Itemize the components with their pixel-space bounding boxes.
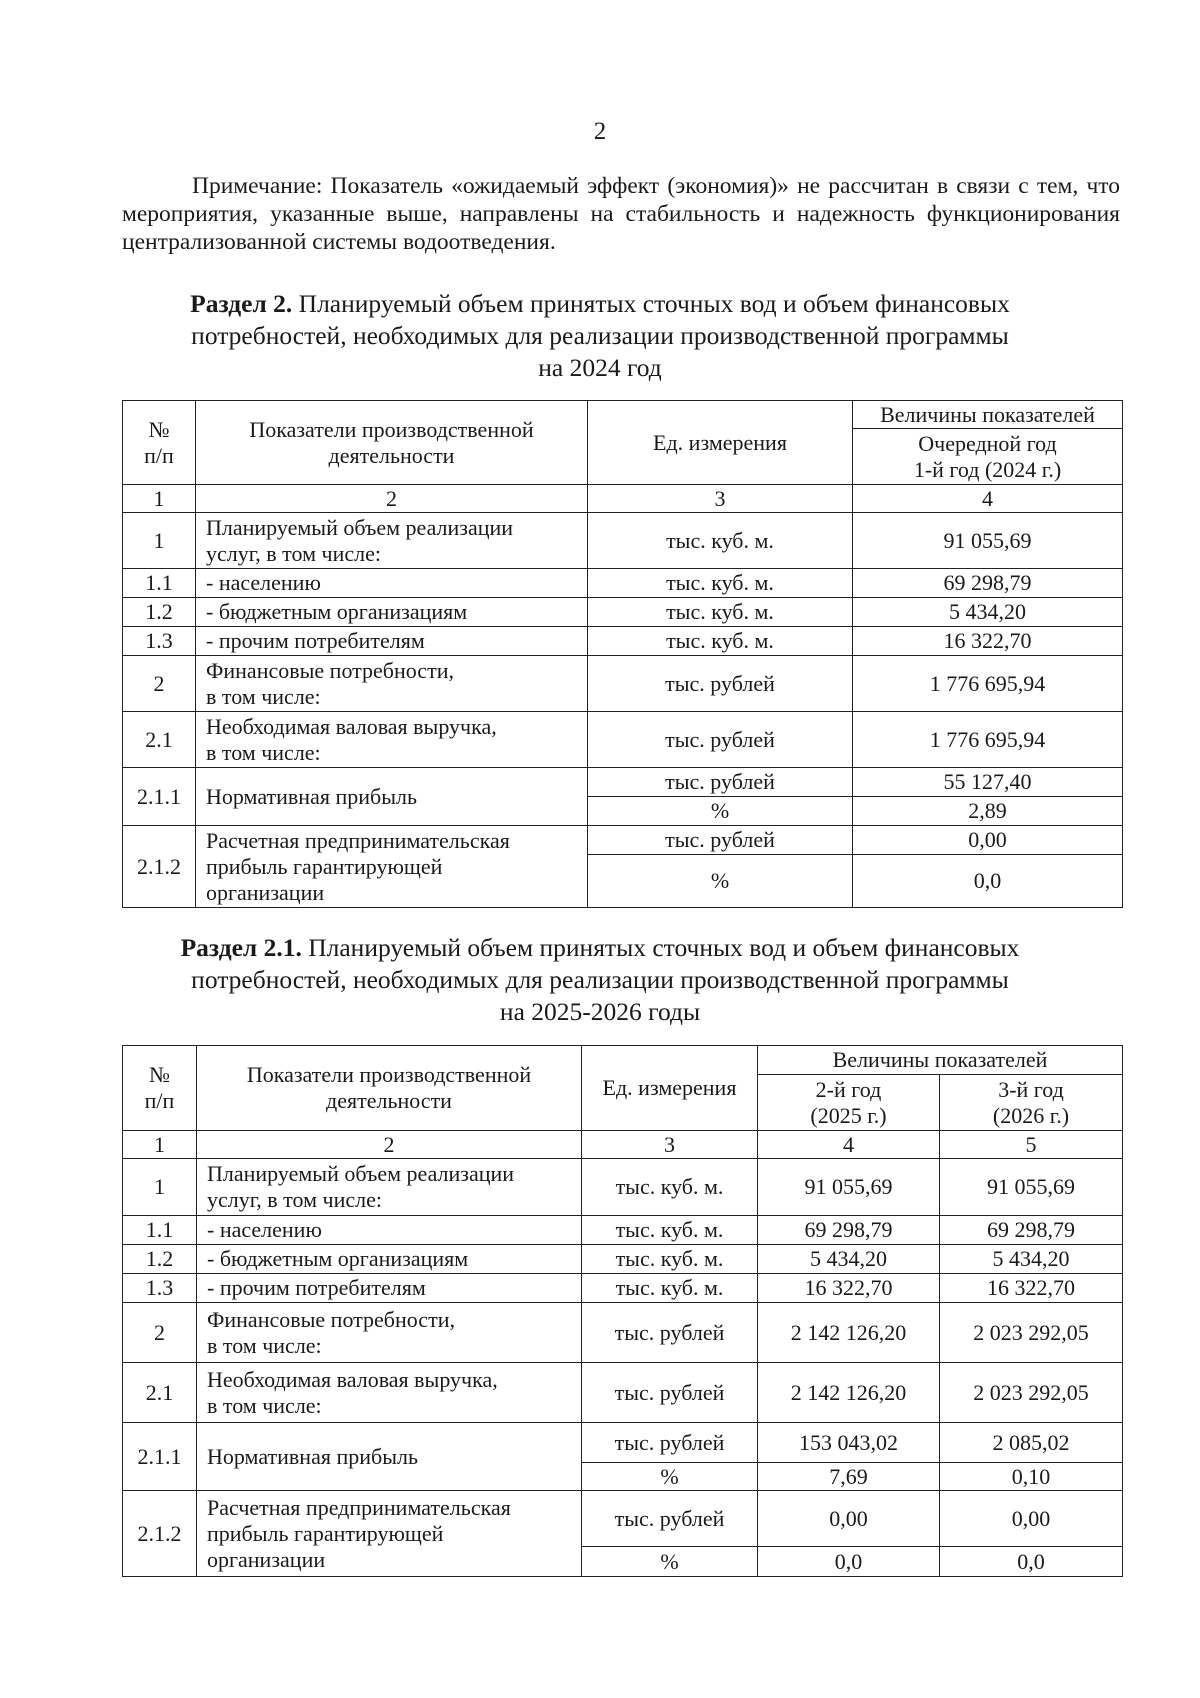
row-value: 91 055,69 [853,513,1123,569]
row-num: 1.3 [123,627,196,656]
row-unit: тыс. куб. м. [582,1245,758,1274]
header-year-2024: Очередной год 1-й год (2024 г.) [853,429,1123,485]
col-number: 2 [197,1131,582,1159]
row-value: 0,0 [853,855,1123,908]
row-unit: % [588,797,853,826]
row-value-2025: 153 043,02 [758,1423,940,1463]
row-value-2025: 0,00 [758,1491,940,1547]
col-number: 1 [123,1131,197,1159]
table-row [123,768,1123,797]
note-text: Примечание: Показатель «ожидаемый эффект (экономия)» не рассчитан в связи с тем, что мероприятия, указанные выше, направлены на стабильность и надежность функционирования централизованной системы водоотведения. [122,173,1120,255]
row-unit: % [582,1547,758,1577]
row-unit: тыс. куб. м. [582,1216,758,1245]
row-name: - бюджетным организациям [196,598,588,627]
table-row [123,712,1123,768]
row-name: Нормативная прибыль [196,768,588,826]
header-values-group: Величины показателей [853,401,1123,429]
row-name: - населению [196,569,588,598]
row-num: 1.3 [123,1274,197,1303]
table-2025-2026 [122,1045,1123,1577]
row-value-2025: 0,0 [758,1547,940,1577]
header-year-2026: 3-й год (2026 г.) [940,1075,1123,1131]
row-value-2026: 91 055,69 [940,1159,1123,1216]
row-value-2025: 2 142 126,20 [758,1303,940,1363]
row-unit: тыс. рублей [582,1491,758,1547]
row-unit: тыс. куб. м. [582,1159,758,1216]
row-unit: тыс. рублей [588,826,853,855]
table-row [123,1363,1123,1423]
row-value: 1 776 695,94 [853,656,1123,712]
row-name: Необходимая валовая выручка, в том числе: [196,712,588,768]
row-num: 1.2 [123,1245,197,1274]
table-row [123,513,1123,569]
col-number: 5 [940,1131,1123,1159]
row-num: 1 [123,513,196,569]
row-name: Необходимая валовая выручка, в том числе: [197,1363,582,1423]
row-num: 2.1.1 [123,768,196,826]
col-number: 1 [123,485,196,513]
row-num: 1 [123,1159,197,1216]
table-row [123,627,1123,656]
table-row [123,1423,1123,1463]
row-name: Расчетная предпринимательская прибыль гарантирующей организации [197,1491,582,1577]
row-unit: % [588,855,853,908]
row-value: 0,00 [853,826,1123,855]
row-value-2025: 7,69 [758,1463,940,1491]
section-2-title [100,288,1100,384]
row-value: 16 322,70 [853,627,1123,656]
header-indicator: Показатели производственной деятельности [196,401,588,485]
row-value-2026: 5 434,20 [940,1245,1123,1274]
col-number: 3 [588,485,853,513]
header-num: № п/п [123,401,196,485]
section-2-1-title-line3: на 2025-2026 годы [499,997,701,1026]
header-unit: Ед. измерения [588,401,853,485]
table-row [123,598,1123,627]
header-values-group: Величины показателей [758,1046,1123,1075]
header-num: № п/п [123,1046,197,1131]
col-number: 4 [758,1131,940,1159]
row-name: Планируемый объем реализации услуг, в том числе: [197,1159,582,1216]
row-unit: тыс. куб. м. [588,598,853,627]
col-number: 2 [196,485,588,513]
row-value-2026: 2 085,02 [940,1423,1123,1463]
row-unit: тыс. куб. м. [582,1274,758,1303]
table-row [123,1216,1123,1245]
note-paragraph [122,172,1120,256]
table-row [123,1491,1123,1547]
row-name: - бюджетным организациям [197,1245,582,1274]
row-value-2025: 5 434,20 [758,1245,940,1274]
row-num: 1.1 [123,1216,197,1245]
row-unit: % [582,1463,758,1491]
row-value-2026: 0,0 [940,1547,1123,1577]
row-value-2025: 16 322,70 [758,1274,940,1303]
row-unit: тыс. рублей [588,768,853,797]
row-name: Финансовые потребности, в том числе: [196,656,588,712]
section-2-title-line2: потребностей, необходимых для реализации производственной программы [191,321,1009,350]
row-value: 5 434,20 [853,598,1123,627]
row-value: 69 298,79 [853,569,1123,598]
row-num: 2 [123,1303,197,1363]
row-name: - прочим потребителям [196,627,588,656]
section-2-title-line1: Планируемый объем принятых сточных вод и объем финансовых [292,289,1010,318]
row-num: 2.1.1 [123,1423,197,1491]
table-row [123,1159,1123,1216]
header-indicator: Показатели производственной деятельности [197,1046,582,1131]
row-num: 2.1.2 [123,1491,197,1577]
row-unit: тыс. куб. м. [588,513,853,569]
row-unit: тыс. куб. м. [588,627,853,656]
row-value-2026: 0,10 [940,1463,1123,1491]
row-value-2026: 69 298,79 [940,1216,1123,1245]
row-num: 2.1 [123,1363,197,1423]
col-number: 3 [582,1131,758,1159]
section-2-1-title-line2: потребностей, необходимых для реализации производственной программы [191,965,1009,994]
section-2-1-prefix: Раздел 2.1. [180,933,302,962]
row-unit: тыс. рублей [582,1363,758,1423]
section-2-title-line3: на 2024 год [538,353,662,382]
row-name: - населению [197,1216,582,1245]
row-value-2025: 69 298,79 [758,1216,940,1245]
table-2024 [122,400,1123,908]
row-value: 55 127,40 [853,768,1123,797]
row-name: Нормативная прибыль [197,1423,582,1491]
row-unit: тыс. рублей [588,712,853,768]
row-value: 2,89 [853,797,1123,826]
row-value-2025: 2 142 126,20 [758,1363,940,1423]
row-num: 1.1 [123,569,196,598]
row-name: - прочим потребителям [197,1274,582,1303]
table-row [123,826,1123,855]
table-row [123,569,1123,598]
section-2-1-title-line1: Планируемый объем принятых сточных вод и объем финансовых [301,933,1020,962]
section-2-1-title [100,932,1100,1028]
row-unit: тыс. рублей [588,656,853,712]
row-unit: тыс. рублей [582,1423,758,1463]
row-name: Планируемый объем реализации услуг, в том числе: [196,513,588,569]
row-num: 2.1 [123,712,196,768]
row-value-2025: 91 055,69 [758,1159,940,1216]
row-value-2026: 2 023 292,05 [940,1363,1123,1423]
row-value-2026: 16 322,70 [940,1274,1123,1303]
row-unit: тыс. куб. м. [588,569,853,598]
row-num: 2 [123,656,196,712]
table-row [123,656,1123,712]
row-name: Финансовые потребности, в том числе: [197,1303,582,1363]
header-unit: Ед. измерения [582,1046,758,1131]
header-year-2025: 2-й год (2025 г.) [758,1075,940,1131]
row-value-2026: 0,00 [940,1491,1123,1547]
row-value-2026: 2 023 292,05 [940,1303,1123,1363]
row-num: 2.1.2 [123,826,196,908]
page-number: 2 [593,118,607,145]
row-num: 1.2 [123,598,196,627]
row-name: Расчетная предпринимательская прибыль гарантирующей организации [196,826,588,908]
table-row [123,1245,1123,1274]
col-number: 4 [853,485,1123,513]
section-2-prefix: Раздел 2. [190,289,293,318]
table-row [123,1303,1123,1363]
row-value: 1 776 695,94 [853,712,1123,768]
row-unit: тыс. рублей [582,1303,758,1363]
table-row [123,1274,1123,1303]
